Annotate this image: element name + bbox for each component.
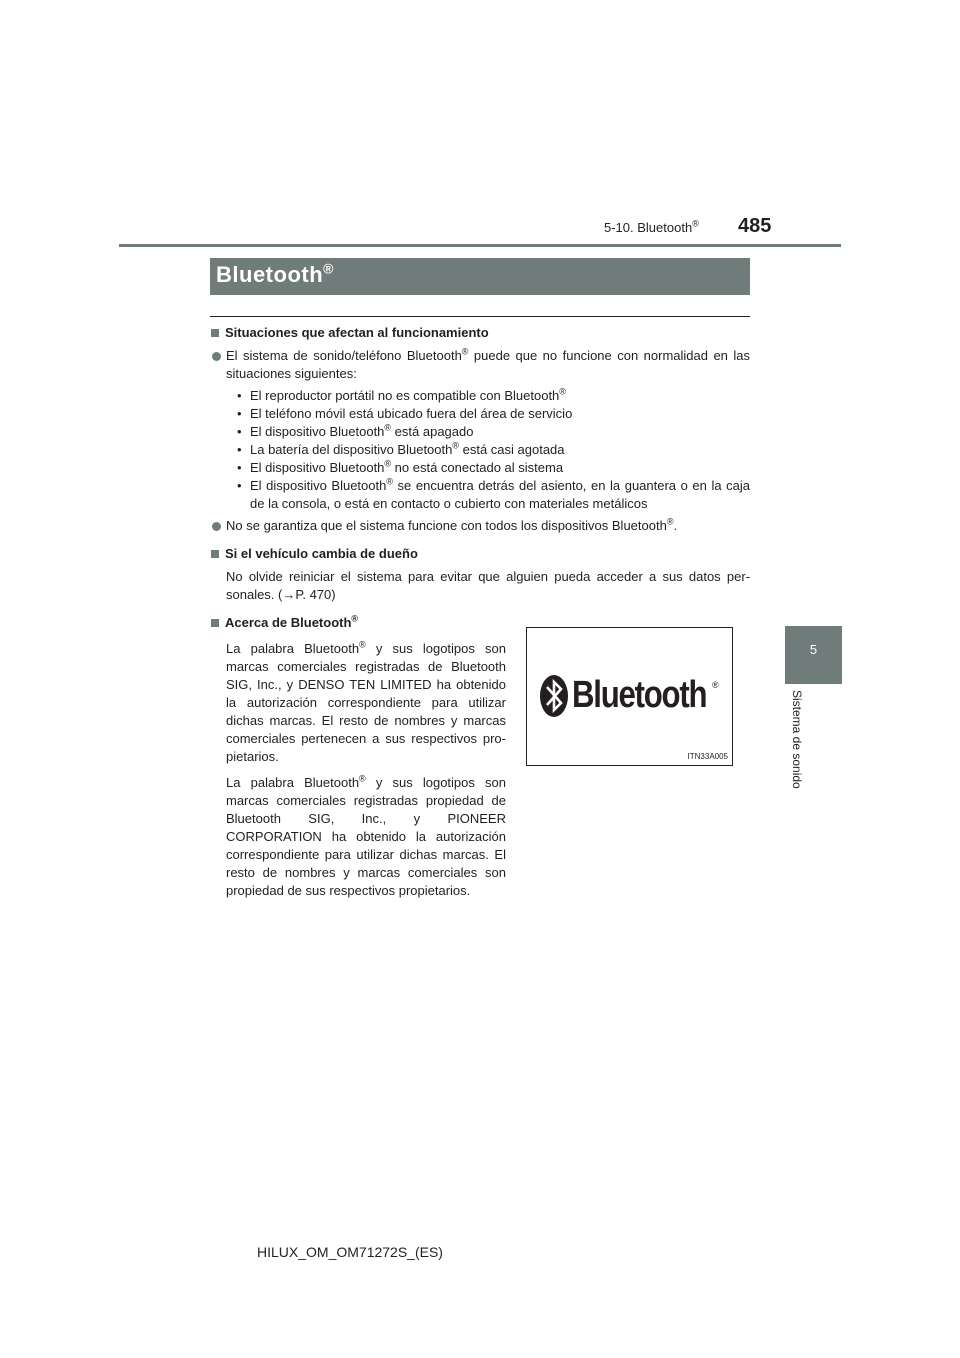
square-bullet-icon: [211, 619, 219, 627]
bullet-item: [237, 459, 750, 477]
bullet-text: El dispositivo Bluetooth: [250, 478, 387, 493]
page-content: [210, 324, 750, 906]
dot-item-text: .: [673, 518, 678, 533]
square-bullet-icon: [211, 329, 219, 337]
chapter-number: 5: [809, 642, 818, 657]
figure-code: ITN33A005: [687, 752, 728, 761]
section-heading-text: Acerca de Bluetooth: [225, 615, 352, 630]
page-number: 485: [738, 215, 772, 237]
title-bar: [210, 258, 750, 295]
registered-sup: ®: [452, 440, 459, 451]
bullet-text: El dispositivo Bluetooth: [250, 424, 385, 439]
paragraph-text: La palabra Bluetooth: [226, 775, 360, 790]
dot-item-text: No se garantiza que el sistema funcione con todos los dispositivos Bluetooth: [226, 518, 667, 533]
header-rule: [119, 244, 841, 247]
bluetooth-wordmark: Bluetooth: [572, 674, 707, 716]
section-heading-situations: [210, 324, 750, 342]
dot-item-text: El sistema de sonido/teléfono Bluetooth: [226, 348, 462, 363]
bullet-text: se encuentra detrás del asiento, en la guantera o en la caja de la consola, o está en contacto o cubierto con materiales metálicos: [250, 478, 750, 511]
bullet-item: [237, 405, 750, 423]
bullet-item: [237, 441, 750, 459]
registered-sup: ®: [461, 346, 469, 357]
page-title-sup: ®: [323, 260, 334, 277]
dot-item: [210, 347, 750, 383]
paragraph-text: La palabra Bluetooth: [226, 641, 360, 656]
bullet-item: [237, 387, 750, 405]
document-code: HILUX_OM_OM71272S_(ES): [257, 1244, 443, 1260]
registered-sup: ®: [384, 458, 392, 469]
bullet-item: [237, 477, 750, 513]
paragraph: No olvide reiniciar el sistema para evitar que alguien pueda acceder a sus datos per-sonales. (→P. 470): [226, 569, 750, 602]
paragraph-text: y sus logotipos son marcas comerciales registradas de Bluetooth SIG, Inc., y DENSO TEN LIMITED ha obtenido la autorización correspondiente para utilizar dichas marcas. El resto de nombres y marcas comerciales pertenecen a sus respectivos pro-pietarios.: [226, 641, 506, 764]
paragraph: [210, 774, 506, 900]
bluetooth-logo-figure: [526, 627, 733, 766]
registered-sup: ®: [384, 422, 392, 433]
square-bullet-icon: [211, 550, 219, 558]
registered-sup: ®: [386, 476, 393, 487]
title-divider: [210, 316, 750, 317]
dot-item: [210, 517, 750, 535]
registered-sup: ®: [559, 386, 566, 397]
paragraph: [210, 640, 506, 766]
bullet-list: [237, 387, 750, 513]
bullet-text: El dispositivo Bluetooth: [250, 460, 385, 475]
section-reference-sup: ®: [692, 218, 699, 229]
bullet-text: está apagado: [391, 424, 474, 439]
section-heading-owner-change: [210, 545, 750, 563]
section-reference: [604, 220, 699, 235]
bullet-text: está casi agotada: [459, 442, 565, 457]
registered-mark: ®: [712, 680, 719, 690]
bullet-text: El reproductor portátil no es compatible con Bluetooth: [250, 388, 560, 403]
dot-item-text: puede que no funcione con normalidad en las situaciones siguientes:: [226, 348, 750, 381]
page-title: [216, 262, 334, 288]
registered-sup: ®: [359, 773, 366, 784]
bullet-text: La batería del dispositivo Bluetooth: [250, 442, 453, 457]
bluetooth-rune-icon: [539, 674, 569, 718]
circle-bullet-icon: [212, 522, 221, 531]
section-reference-text: 5-10. Bluetooth: [604, 220, 693, 235]
section-heading-text: Si el vehículo cambia de dueño: [225, 546, 418, 561]
registered-sup: ®: [666, 516, 674, 527]
registered-sup: ®: [359, 639, 366, 650]
section-heading-text: Situaciones que afectan al funcionamiento: [225, 325, 489, 340]
bullet-text: no está conectado al sistema: [391, 460, 564, 475]
circle-bullet-icon: [212, 352, 221, 361]
chapter-label: Sistema de sonido: [790, 690, 804, 789]
bullet-item: [237, 423, 750, 441]
paragraph-text: y sus logotipos son marcas comerciales registradas propiedad de Bluetooth SIG, Inc., y PIONEER CORPORATION ha obtenido la autorización correspondiente para utilizar dichas marcas. El resto de nombres y marcas comerciales son propiedad de sus respectivos propietarios.: [226, 775, 506, 898]
registered-sup: ®: [351, 613, 359, 624]
page-title-text: Bluetooth: [216, 262, 324, 287]
chapter-tab: [785, 626, 842, 684]
bullet-text: El teléfono móvil está ubicado fuera del área de servicio: [250, 406, 573, 421]
